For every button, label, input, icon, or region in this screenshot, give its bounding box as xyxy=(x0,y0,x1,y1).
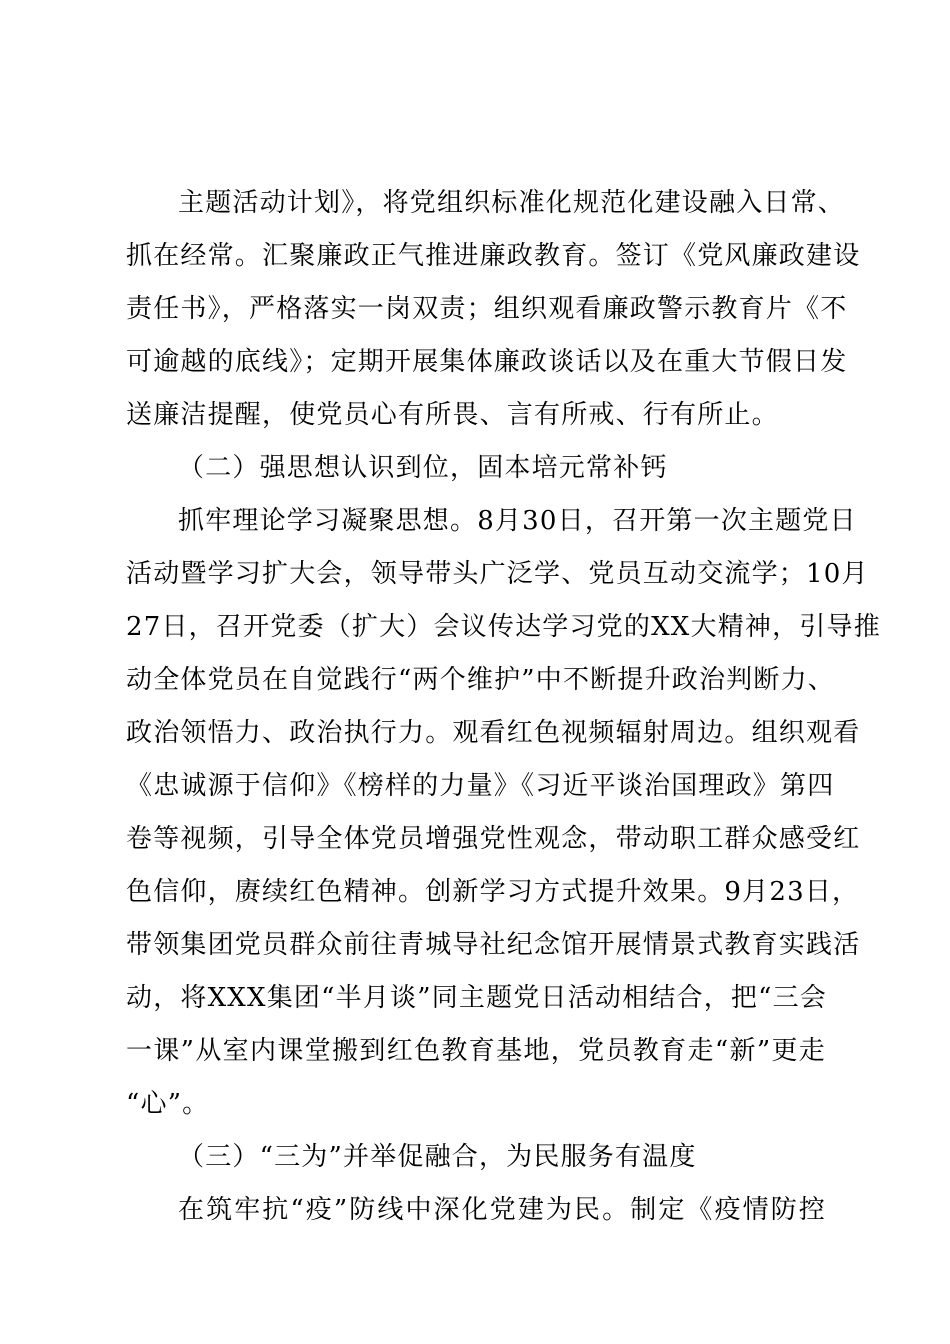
paragraph-line: 动，将XXX集团“半月谈”同主题党日活动相结合，把“三会 xyxy=(126,983,828,1013)
paragraph-line: 送廉洁提醒，使党员心有所畏、言有所戒、行有所止。 xyxy=(126,400,779,430)
paragraph-line: “心”。 xyxy=(126,1089,210,1119)
paragraph-line: 卷等视频，引导全体党员增强党性观念，带动职工群众感受红 xyxy=(126,824,861,854)
paragraph-line: 色信仰，赓续红色精神。创新学习方式提升效果。9月23日， xyxy=(126,877,860,907)
paragraph-line: 抓牢理论学习凝聚思想。8月30日，召开第一次主题党日 xyxy=(178,506,857,536)
paragraph-line: 可逾越的底线》；定期开展集体廉政谈话以及在重大节假日发 xyxy=(126,347,848,377)
paragraph-line: 在筑牢抗“疫”防线中深化党建为民。制定《疫情防控 xyxy=(178,1195,826,1225)
paragraph-line: 活动暨学习扩大会，领导带头广泛学、党员互动交流学；10月 xyxy=(126,559,869,589)
paragraph-line: 27日，召开党委（扩大）会议传达学习党的XX大精神，引导推 xyxy=(126,612,881,642)
paragraph-line: 一课”从室内课堂搬到红色教育基地，党员教育走“新”更走 xyxy=(126,1036,826,1066)
paragraph-line: 动全体党员在自觉践行“两个维护”中不断提升政治判断力、 xyxy=(126,665,835,695)
section-heading: （二）强思想认识到位，固本培元常补钙 xyxy=(178,453,668,483)
paragraph-line: 带领集团党员群众前往青城导社纪念馆开展情景式教育实践活 xyxy=(126,930,861,960)
paragraph-line: 抓在经常。汇聚廉政正气推进廉政教育。签订《党风廉政建设 xyxy=(126,241,861,271)
section-heading: （三）“三为”并举促融合，为民服务有温度 xyxy=(178,1142,697,1172)
paragraph-line: 责任书》，严格落实一岗双责；组织观看廉政警示教育片《不 xyxy=(126,294,848,324)
paragraph-line: 《忠诚源于信仰》《榜样的力量》《习近平谈治国理政》第四 xyxy=(126,771,835,801)
paragraph-line: 政治领悟力、政治执行力。观看红色视频辐射周边。组织观看 xyxy=(126,718,861,748)
paragraph-line: 主题活动计划》，将党组织标准化规范化建设融入日常、 xyxy=(178,188,846,218)
